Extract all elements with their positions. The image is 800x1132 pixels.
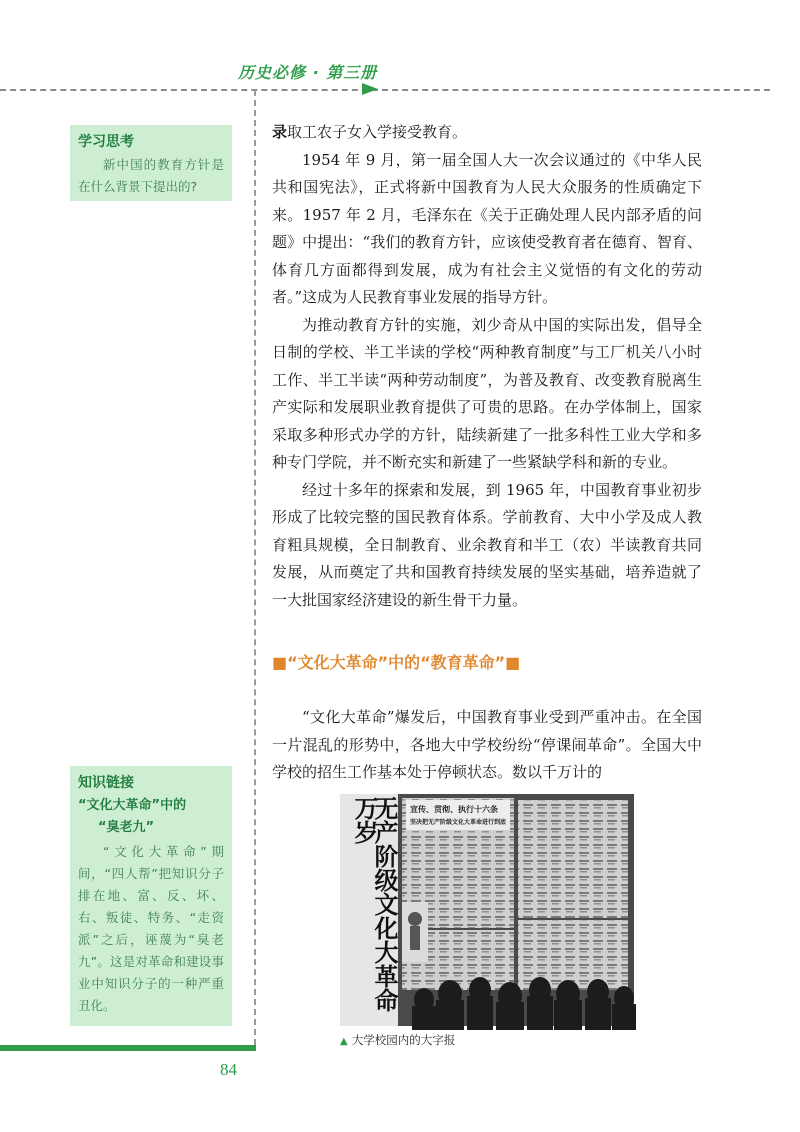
paragraph-cultural-revolution: “文化大革命”爆发后，中国教育事业受到严重冲击。在全国一片混乱的形势中，各地大中学校纷纷“停课闹革命”。全国大中学校的招生工作基本处于停顿状态。数以千万计的	[272, 708, 702, 781]
main-text-block-2	[272, 704, 702, 787]
knowledge-link-title: 知识链接	[78, 775, 134, 791]
paragraph-continued	[272, 119, 702, 147]
study-thinking-title: 学习思考	[78, 134, 134, 150]
knowledge-link-subtitle	[78, 795, 224, 839]
knowledge-subtitle-line1: “文化大革命”中的	[78, 798, 187, 813]
paragraph-liu-shaoqi: 为推动教育方针的实施，刘少奇从中国的实际出发，倡导全日制的学校、半工半读的学校“两种教育制度”与工厂机关八小时工作、半工半读“两种劳动制度”，为普及教育、改变教育脱离生产实际和发展职业教育提供了可贵的思路。在办学体制上，国家采取多种形式办学的方针，陆续新建了一批多科性工业大学和多种专门学院，并不断充实和新建了一些紧缺学科和新的专业。	[272, 315, 702, 471]
caption-text: 大学校园内的大字报	[351, 1033, 456, 1047]
poster-headline-2: 坚决把无产阶级文化大革命进行到底	[410, 819, 507, 826]
page-number: 84	[220, 1060, 237, 1079]
knowledge-subtitle-line2: “臭老九”	[98, 820, 155, 835]
continued-text: 取工农子女入学接受教育。	[287, 123, 468, 141]
poster-headline-1: 宣传、贯彻、执行十六条	[410, 805, 498, 814]
header-arrow-icon	[362, 83, 378, 95]
caption-triangle-icon: ▲	[340, 1036, 348, 1047]
header-divider	[0, 89, 770, 91]
photo-caption	[340, 1032, 455, 1048]
poster-vertical-slogan: 无产阶级文化大革命万岁	[350, 796, 398, 1012]
continued-char: 录	[272, 123, 288, 141]
paragraph-constitution: 1954 年 9 月，第一届全国人大一次会议通过的《中华人民共和国宪法》，正式将新中国教育为人民大众服务的性质确定下来。1957 年 2 月，毛泽东在《关于正确处理人民内部矛盾的问题》中提出：“我们的教育方针，应该使受教育者在德育、智育、体育几方面都得到发展，成为有社会主义觉悟的有文化的劳动者。”这成为人民教育事业发展的指导方针。	[272, 150, 702, 306]
knowledge-link-text: “文化大革命”期间，“四人帮”把知识分子排在地、富、反、坏、右、叛徒、特务、“走资派”之后，诬蔑为“臭老九”。这是对革命和建设事业中知识分子的一种严重丑化。	[78, 844, 224, 1013]
paragraph-1965: 经过十多年的探索和发展，到 1965 年，中国教育事业初步形成了比较完整的国民教育体系。学前教育、大中小学及成人教育粗具规模，全日制教育、业余教育和半工（农）半读教育共同发展，从而奠定了共和国教育持续发展的坚实基础，培养造就了一大批国家经济建设的新生骨干力量。	[272, 480, 702, 609]
big-character-poster-photo	[340, 794, 634, 1026]
column-divider	[254, 90, 256, 1045]
main-text-block-1	[272, 119, 702, 614]
study-thinking-text: 新中国的教育方针是在什么背景下提出的?	[78, 157, 224, 194]
knowledge-link-box	[70, 766, 232, 1026]
study-thinking-box	[70, 125, 232, 201]
book-title: 历史必修 · 第三册	[238, 63, 378, 82]
footer-bar	[0, 1045, 256, 1051]
section-heading: ■“文化大革命”中的“教育革命”■	[272, 653, 521, 672]
